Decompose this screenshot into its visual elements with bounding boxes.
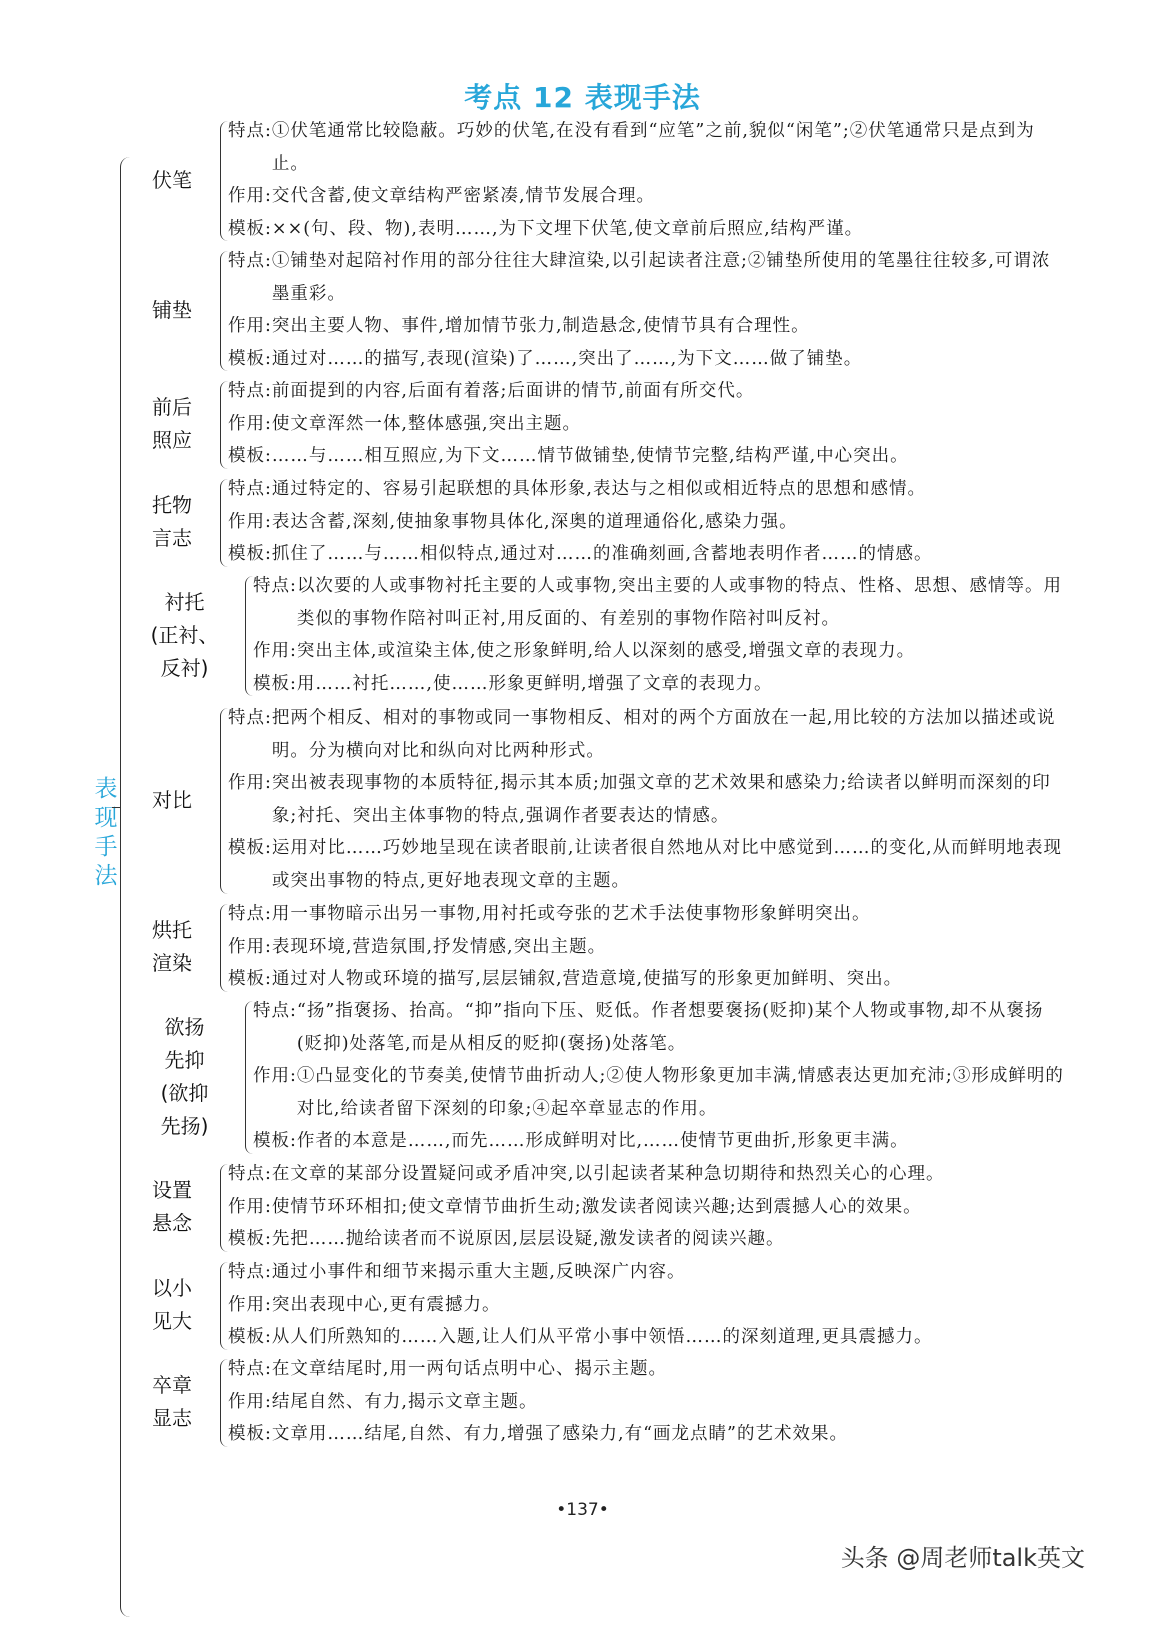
section-label (128, 1174, 216, 1240)
section-label-line: 伏笔 (152, 167, 192, 192)
entry-text: “扬”指褒扬、抬高。“抑”指向下压、贬低。作者想要褒扬(贬抑)某个人物或事物,却不从褒扬(贬抑)处落笔,而是从相反的贬抑(褒扬)处落笔。 (296, 1001, 1044, 1054)
entry-row (228, 832, 1068, 897)
section-rows (228, 1158, 1068, 1256)
section-label-line: 铺垫 (152, 297, 192, 322)
section-brace (220, 479, 229, 567)
entry-text: 交代含蓄,使文章结构严密紧凑,情节发展合理。 (271, 186, 656, 207)
root-label: 表现手法 (94, 776, 118, 889)
entry-text: ①铺垫对起陪衬作用的部分往往大肆渲染,以引起读者注意;②铺垫所使用的笔墨往往较多,可谓浓墨重彩。 (271, 251, 1051, 304)
section-label (128, 586, 241, 685)
entry-text: 通过对……的描写,表现(渲染)了……,突出了……,为下文……做了铺垫。 (271, 348, 863, 369)
section-label-line: 对比 (152, 787, 192, 812)
section-label-line: 以小 (152, 1276, 192, 1300)
entry-key: 作用: (228, 1294, 272, 1315)
section-label-line: 前后 (152, 395, 192, 419)
section-rows (253, 570, 1068, 700)
entry-row (228, 343, 1068, 376)
section-rows (228, 115, 1068, 245)
entry-key: 特点: (228, 1262, 272, 1282)
section-brace (220, 121, 229, 241)
section-label-line: 托物 (152, 493, 192, 517)
entry-row (228, 963, 1068, 996)
entry-row (253, 1125, 1068, 1158)
entry-key: 特点: (228, 1164, 272, 1184)
entry-key: 特点: (228, 904, 272, 924)
entry-key: 作用: (228, 936, 272, 957)
section-label-line: 显志 (152, 1406, 192, 1430)
entry-text: 前面提到的内容,后面有着落;后面讲的情节,前面有所交代。 (271, 381, 755, 401)
entry-row (228, 1321, 1068, 1354)
entry-row (228, 1353, 1068, 1386)
entry-key: 特点: (228, 121, 272, 141)
entry-text: 作者的本意是……,而先……形成鲜明对比,……使情节更曲折,形象更丰满。 (296, 1131, 909, 1152)
entry-text: 突出主要人物、事件,增加情节张力,制造悬念,使情节具有合理性。 (271, 316, 810, 337)
page-number: •137• (556, 1500, 609, 1520)
section-label-line: 设置 (152, 1178, 192, 1202)
entry-key: 作用: (228, 1196, 272, 1217)
entry-key: 模板: (228, 446, 272, 467)
section-label-line: 渲染 (152, 951, 192, 975)
entry-row (228, 767, 1068, 832)
entry-row (228, 1386, 1068, 1419)
entry-text: 突出主体,或渲染主体,使之形象鲜明,给人以深刻的感受,增强文章的表现力。 (296, 641, 916, 662)
page-title: 考点 12 表现手法 (464, 81, 701, 114)
section-rows (228, 473, 1068, 571)
section-label (128, 164, 216, 197)
entry-key: 模板: (228, 838, 272, 859)
entry-key: 特点: (253, 1001, 297, 1021)
entry-row (228, 1256, 1068, 1289)
entry-row (253, 668, 1068, 701)
entry-text: 运用对比……巧妙地呈现在读者眼前,让读者很自然地从对比中感觉到……的变化,从而鲜明地表现或突出事物的特点,更好地表现文章的主题。 (271, 838, 1063, 891)
entry-key: 作用: (228, 413, 272, 434)
entry-key: 特点: (228, 1359, 272, 1379)
section-label-line: 先扬) (160, 1113, 209, 1138)
section-label-line: 悬念 (152, 1211, 192, 1235)
section-rows (228, 245, 1068, 375)
entry-row (253, 1060, 1068, 1125)
entry-row (228, 213, 1068, 246)
section-rows (228, 375, 1068, 473)
entry-key: 作用: (228, 1391, 272, 1412)
section-label-line: 见大 (152, 1309, 192, 1333)
entry-row (228, 1223, 1068, 1256)
entry-row (253, 995, 1068, 1060)
entry-key: 特点: (228, 251, 272, 271)
entry-row (228, 310, 1068, 343)
entry-key: 模板: (228, 544, 272, 565)
section-brace (220, 251, 229, 371)
section-label (128, 784, 216, 817)
section-label-line: (正衬、 (150, 622, 219, 647)
entry-text: 表达含蓄,深刻,使抽象事物具体化,深奥的道理通俗化,感染力强。 (271, 511, 798, 532)
entry-text: 以次要的人或事物衬托主要的人或事物,突出主要的人或事物的特点、性格、思想、感情等。用类似的事物作陪衬叫正衬,用反面的、有差别的事物作陪衬叫反衬。 (296, 576, 1062, 629)
entry-key: 模板: (228, 969, 272, 990)
entry-key: 模板: (228, 1229, 272, 1250)
entry-text: 结尾自然、有力,揭示文章主题。 (271, 1391, 538, 1412)
entry-text: 在文章结尾时,用一两句话点明中心、揭示主题。 (271, 1359, 667, 1379)
entry-row (228, 1158, 1068, 1191)
section-rows (228, 898, 1068, 996)
entry-text: 突出被表现事物的本质特征,揭示其本质;加强文章的艺术效果和感染力;给读者以鲜明而深刻的印象;衬托、突出主体事物的特点,强调作者要表达的情感。 (271, 773, 1051, 826)
entry-text: 突出表现中心,更有震撼力。 (271, 1294, 501, 1315)
section-brace (245, 576, 254, 696)
section-label-line: 照应 (152, 428, 192, 452)
entry-key: 作用: (253, 641, 297, 662)
section-brace (220, 1164, 229, 1252)
section-label-line: 衬托 (164, 589, 205, 614)
entry-row (253, 635, 1068, 668)
entry-text: ××(句、段、物),表明……,为下文埋下伏笔,使文章前后照应,结构严谨。 (271, 218, 864, 239)
entry-key: 模板: (253, 1131, 297, 1152)
entry-text: 把两个相反、相对的事物或同一事物相反、相对的两个方面放在一起,用比较的方法加以描述或说明。分为横向对比和纵向对比两种形式。 (271, 708, 1056, 761)
entry-row (228, 538, 1068, 571)
entry-text: 表现环境,营造氛围,抒发情感,突出主题。 (271, 936, 607, 957)
entry-row (228, 180, 1068, 213)
section-brace (220, 1262, 229, 1350)
entry-text: 使文章浑然一体,整体感强,突出主题。 (271, 413, 582, 434)
section-label (128, 391, 216, 457)
entry-row (228, 115, 1068, 180)
entry-key: 作用: (228, 186, 272, 207)
entry-key: 模板: (228, 348, 272, 369)
entry-text: 从人们所熟知的……入题,让人们从平常小事中领悟……的深刻道理,更具震撼力。 (271, 1327, 933, 1348)
section-brace (220, 381, 229, 469)
entry-key: 作用: (253, 1066, 297, 1087)
entry-text: 通过特定的、容易引起联想的具体形象,表达与之相似或相近特点的思想和感情。 (271, 479, 926, 499)
entry-text: 通过小事件和细节来揭示重大主题,反映深广内容。 (271, 1262, 686, 1282)
entry-text: ①凸显变化的节奏美,使情节曲折动人;②使人物形象更加丰满,情感表达更加充沛;③形成鲜明的对比,给读者留下深刻的印象;④起卒章显志的作用。 (296, 1066, 1064, 1119)
entry-text: 抓住了……与……相似特点,通过对……的准确刻画,含蓄地表明作者……的情感。 (271, 544, 933, 565)
section-label (128, 294, 216, 327)
entry-key: 特点: (253, 576, 297, 596)
entry-key: 模板: (228, 1327, 272, 1348)
entry-key: 模板: (228, 1424, 272, 1445)
entry-row (228, 440, 1068, 473)
entry-key: 特点: (228, 479, 272, 499)
section-label-line: 反衬) (160, 655, 209, 680)
entry-text: 用一事物暗示出另一事物,用衬托或夸张的艺术手法使事物形象鲜明突出。 (271, 904, 871, 924)
entry-row (228, 1418, 1068, 1451)
entry-key: 作用: (228, 773, 272, 794)
section-rows (228, 1256, 1068, 1354)
entry-row (228, 473, 1068, 506)
section-label (128, 1272, 216, 1338)
entry-row (253, 570, 1068, 635)
entry-text: 使情节环环相扣;使文章情节曲折生动;激发读者阅读兴趣;达到震撼人心的效果。 (271, 1196, 922, 1217)
section-label-line: (欲抑 (160, 1080, 209, 1105)
section-rows (253, 995, 1068, 1158)
entry-row (228, 702, 1068, 767)
entry-key: 模板: (253, 673, 297, 694)
section-label-line: 烘托 (152, 918, 192, 942)
entry-row (228, 931, 1068, 964)
entry-key: 作用: (228, 511, 272, 532)
entry-key: 模板: (228, 218, 272, 239)
section-brace (220, 708, 229, 894)
entry-text: ①伏笔通常比较隐蔽。巧妙的伏笔,在没有看到“应笔”之前,貌似“闲笔”;②伏笔通常只是点到为止。 (271, 121, 1035, 174)
entry-text: 在文章的某部分设置疑问或矛盾冲突,以引起读者某种急切期待和热烈关心的心理。 (271, 1164, 945, 1184)
entry-row (228, 506, 1068, 539)
section-label (128, 1011, 241, 1143)
entry-row (228, 408, 1068, 441)
entry-row (228, 1191, 1068, 1224)
section-label-line: 先抑 (164, 1047, 205, 1072)
section-brace (220, 904, 229, 992)
section-rows (228, 1353, 1068, 1451)
entry-row (228, 898, 1068, 931)
section-label-line: 言志 (152, 526, 192, 550)
entry-key: 作用: (228, 316, 272, 337)
entry-text: 通过对人物或环境的描写,层层铺叙,营造意境,使描写的形象更加鲜明、突出。 (271, 969, 903, 990)
section-brace (245, 1001, 254, 1154)
entry-text: 用……衬托……,使……形象更鲜明,增强了文章的表现力。 (296, 673, 773, 694)
section-label (128, 489, 216, 555)
entry-row (228, 375, 1068, 408)
section-label-line: 卒章 (152, 1373, 192, 1397)
entry-text: 先把……抛给读者而不说原因,层层设疑,激发读者的阅读兴趣。 (271, 1229, 785, 1250)
entry-row (228, 1289, 1068, 1322)
section-label-line: 欲扬 (164, 1014, 205, 1039)
entry-key: 特点: (228, 381, 272, 401)
watermark: 头条 @周老师talk英文 (840, 1544, 1085, 1572)
entry-text: 文章用……结尾,自然、有力,增强了感染力,有“画龙点睛”的艺术效果。 (271, 1424, 848, 1445)
entry-text: ……与……相互照应,为下文……情节做铺垫,使情节完整,结构严谨,中心突出。 (271, 446, 909, 467)
section-label (128, 1369, 216, 1435)
section-label (128, 914, 216, 980)
section-rows (228, 702, 1068, 898)
entry-key: 特点: (228, 708, 272, 728)
section-brace (220, 1359, 229, 1447)
entry-row (228, 245, 1068, 310)
